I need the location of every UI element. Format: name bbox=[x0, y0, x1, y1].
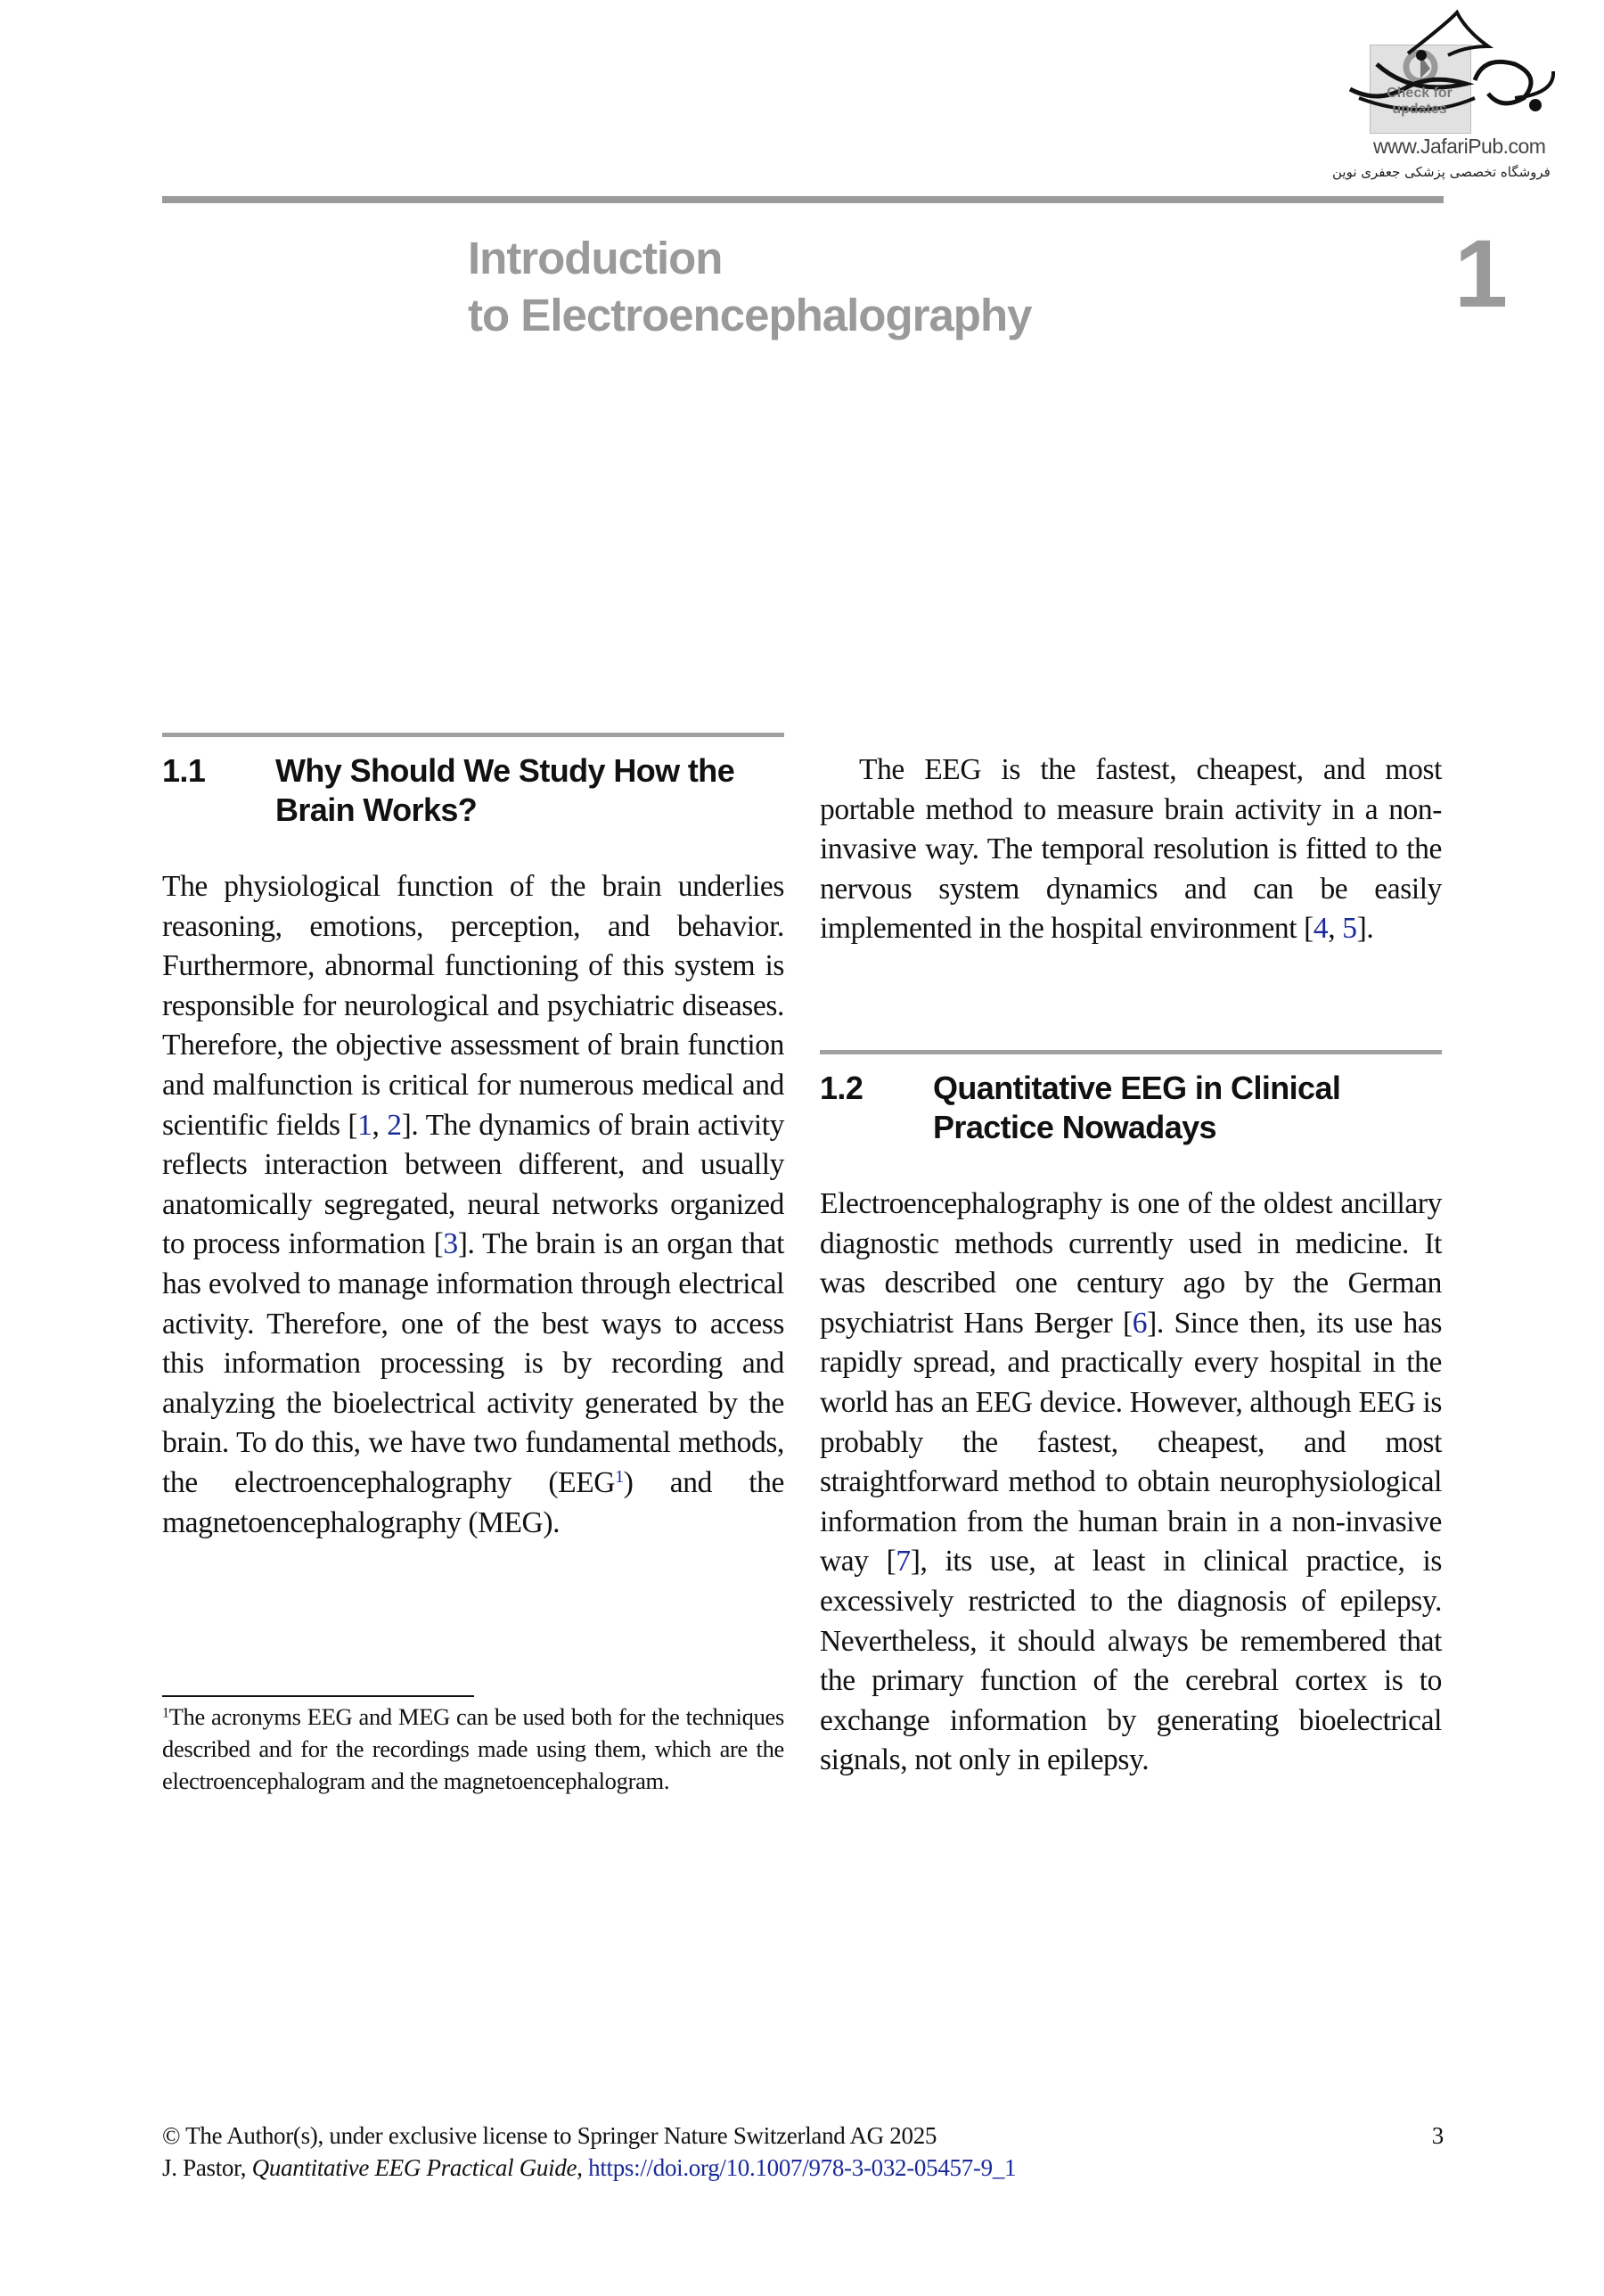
page-footer bbox=[162, 2120, 1444, 2184]
citation-link[interactable]: 1 bbox=[357, 1108, 372, 1142]
footnote-reference[interactable]: 1 bbox=[615, 1466, 624, 1487]
chapter-top-rule bbox=[162, 196, 1444, 203]
section-heading-1-1 bbox=[162, 751, 784, 830]
author: J. Pastor, bbox=[162, 2154, 252, 2181]
chapter-number: 1 bbox=[1454, 219, 1509, 327]
intro-paragraph bbox=[820, 750, 1442, 949]
section-number: 1.2 bbox=[820, 1070, 863, 1106]
section-1-1-paragraph bbox=[162, 867, 784, 1543]
separator: , bbox=[577, 2154, 589, 2181]
chapter-title-line1: Introduction bbox=[468, 233, 723, 283]
text-run: , bbox=[372, 1108, 388, 1142]
footnote-text: The acronyms EEG and MEG can be used both for the techniques described and for the recordings made using them, which are the electroencephalogram and the magnetoencephalogram. bbox=[162, 1703, 784, 1794]
text-run: ]. The brain is an organ that has evolved to manage information through electrical activity. Therefore, one of the best ways to access this information processing is by recording and analyzing the bioelectrical activity generated by the brain. To do this, we have two fundamental methods, the electroencephalography (EEG bbox=[162, 1227, 784, 1499]
watermark-persian-text: فروشگاه تخصصی پزشکی جعفری نوین bbox=[1332, 164, 1551, 180]
citation-link[interactable]: 4 bbox=[1313, 912, 1329, 946]
page-number: 3 bbox=[1431, 2122, 1444, 2149]
citation-link[interactable]: 2 bbox=[387, 1108, 402, 1142]
section-title: Why Should We Study How the Brain Works? bbox=[275, 752, 735, 828]
book-title: Quantitative EEG Practical Guide bbox=[251, 2154, 577, 2181]
check-for-updates-line2: updates bbox=[1392, 102, 1447, 117]
text-run: Electroencephalography is one of the oldest ancillary diagnostic methods currently used in medicine. It was described one century ago by the German psychiatrist Hans Berger [ bbox=[820, 1187, 1442, 1340]
citation-link[interactable]: 6 bbox=[1132, 1306, 1148, 1340]
citation-link[interactable]: 7 bbox=[896, 1545, 911, 1578]
text-run: ) and the magnetoencephalography (MEG). bbox=[162, 1465, 784, 1539]
section-1-2-paragraph bbox=[820, 1185, 1442, 1781]
watermark-url: www.JafariPub.com bbox=[1373, 135, 1546, 158]
footnote-marker: 1 bbox=[162, 1705, 169, 1721]
section-rule bbox=[820, 1050, 1442, 1054]
right-column bbox=[820, 750, 1442, 949]
doi-link[interactable]: https://doi.org/10.1007/978-3-032-05457-9_1 bbox=[588, 2154, 1017, 2181]
section-title: Quantitative EEG in Clinical Practice Nowadays bbox=[933, 1070, 1341, 1145]
chapter-title bbox=[468, 230, 1031, 344]
chapter-title-line2: to Electroencephalography bbox=[468, 290, 1032, 340]
footnote-rule bbox=[162, 1695, 474, 1697]
section-heading-1-2 bbox=[820, 1069, 1442, 1147]
text-run: The physiological function of the brain underlies reasoning, emotions, perception, and behavior. Furthermore, abnormal functioning of this system is responsible for neurological and psychiatric diseases. Therefore, the objective assessment of brain function and malfunction is critical for numerous medical and scientific fields [ bbox=[162, 870, 784, 1142]
section-number: 1.1 bbox=[162, 752, 206, 789]
text-run: ], its use, at least in clinical practice, is excessively restricted to the diagnosis of epilepsy. Nevertheless, it should always be remembered that the primary function of the cerebral cortex is to exchange information by generating bioelectrical signals, not only in epilepsy. bbox=[820, 1545, 1443, 1777]
watermark-logo bbox=[1323, 9, 1591, 192]
text-run: The EEG is the fastest, cheapest, and most portable method to measure brain activity in a non-invasive way. The temporal resolution is fitted to the nervous system dynamics and can be easily implemented in the hospital environment [ bbox=[820, 753, 1442, 946]
text-run: , bbox=[1328, 912, 1343, 946]
footnote bbox=[162, 1701, 784, 1797]
citation-link[interactable]: 5 bbox=[1342, 912, 1357, 946]
section-1-2 bbox=[820, 1050, 1442, 1781]
check-for-updates-line1: Check for bbox=[1387, 86, 1453, 101]
check-for-updates-label bbox=[1370, 86, 1469, 118]
copyright-line: © The Author(s), under exclusive license to Springer Nature Switzerland AG 2025 bbox=[162, 2122, 937, 2149]
section-rule bbox=[162, 733, 784, 737]
text-run: ]. bbox=[1356, 912, 1374, 946]
text-run: ]. The dynamics of brain activity reflects interaction between different, and usually anatomically segregated, neural networks organized to process information [ bbox=[162, 1108, 785, 1261]
left-column bbox=[162, 733, 784, 1543]
citation-link[interactable]: 3 bbox=[443, 1227, 458, 1261]
citation-line bbox=[162, 2152, 1444, 2184]
text-run: ]. Since then, its use has rapidly spread, and practically every hospital in the world has an EEG device. However, although EEG is probably the fastest, cheapest, and most straightforward method to obtain neurophysiological information from the human brain in a non-invasive way [ bbox=[820, 1306, 1442, 1578]
